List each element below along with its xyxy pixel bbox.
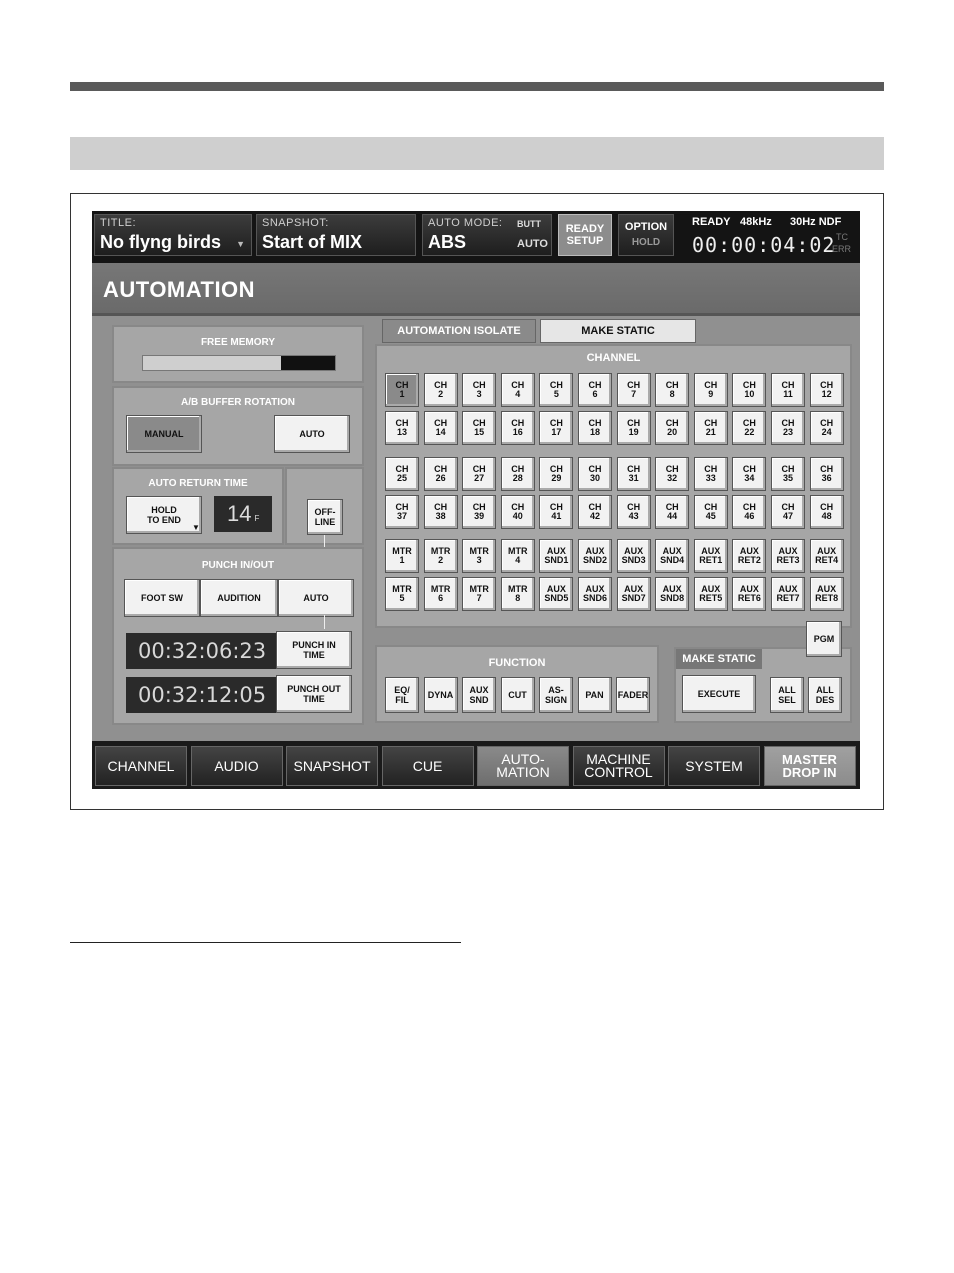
channel-button[interactable]: AUX RET2 [732,539,766,573]
channel-button[interactable]: AUX RET5 [694,577,728,611]
tab-automation-isolate[interactable]: AUTOMATION ISOLATE [382,319,536,343]
channel-button[interactable]: MTR 3 [462,539,496,573]
current-timecode: 00:00:04:02 [692,233,836,257]
page-header-rule [70,82,884,91]
pgm-button[interactable]: PGM [806,621,842,657]
option-label: OPTION [624,221,668,233]
channel-button[interactable]: CH 1 [385,373,419,407]
punch-panel [112,547,364,725]
punch-label: PUNCH IN/OUT [201,560,275,571]
return-frames-display [214,496,272,532]
channel-button[interactable]: MTR 2 [424,539,458,573]
channel-button[interactable]: CH 40 [501,495,535,529]
channel-button[interactable]: CH 46 [732,495,766,529]
auto-mode-value: ABS [428,232,467,252]
option-hold-value: HOLD [631,237,661,248]
title-label: TITLE: [100,217,137,229]
channel-button[interactable]: CH 17 [539,411,573,445]
channel-button[interactable]: CH 20 [655,411,689,445]
make-static-label: MAKE STATIC [676,649,762,669]
buffer-auto-button[interactable]: AUTO [274,415,350,453]
punch-out-timecode: 00:32:12:05 [126,677,276,713]
tab-system[interactable]: SYSTEM [668,746,760,786]
channel-button[interactable]: CH 41 [539,495,573,529]
channel-button[interactable]: AUX RET1 [694,539,728,573]
tab-audio[interactable]: AUDIO [191,746,283,786]
snapshot-label: SNAPSHOT: [262,217,329,229]
status-ready: READY [692,216,731,228]
tab-make-static[interactable]: MAKE STATIC [540,319,696,343]
return-frames-value: 14 [227,501,252,526]
channel-button[interactable]: MTR 8 [501,577,535,611]
frame-rate: 30Hz NDF [790,216,842,228]
channel-button[interactable]: AUX SND7 [617,577,651,611]
punch-connector-line [324,615,325,629]
ready-setup-button[interactable] [558,214,612,256]
punch-auto-button[interactable]: AUTO [278,579,354,617]
channel-button[interactable]: CH 30 [578,457,612,491]
channel-button[interactable]: MTR 5 [385,577,419,611]
channel-button[interactable]: CH 43 [617,495,651,529]
channel-button[interactable]: AUX SND6 [578,577,612,611]
channel-button[interactable]: CH 26 [424,457,458,491]
bottom-navigation-bar [92,741,860,789]
channel-button[interactable]: CH 44 [655,495,689,529]
ready-setup-line1: READY [565,223,605,235]
top-status-bar [92,211,860,263]
tab-channel[interactable]: CHANNEL [95,746,187,786]
channel-button[interactable]: CH 42 [578,495,612,529]
channel-button[interactable]: CH 39 [462,495,496,529]
channel-button[interactable]: CH 38 [424,495,458,529]
channel-button[interactable]: CH 13 [385,411,419,445]
function-button[interactable]: PAN [578,677,612,713]
channel-button[interactable]: CH 7 [617,373,651,407]
all-sel-button[interactable]: ALL SEL [770,677,804,713]
channel-button[interactable]: AUX SND2 [578,539,612,573]
hold-to-end-button[interactable]: HOLD TO END [126,496,202,534]
channel-button[interactable]: CH 32 [655,457,689,491]
function-button[interactable]: FADER [616,677,650,713]
channel-button[interactable]: CH 4 [501,373,535,407]
tab-snapshot[interactable]: SNAPSHOT [286,746,378,786]
channel-button[interactable]: CH 33 [694,457,728,491]
hold-dropdown-icon: ▼ [192,523,200,532]
auto-return-panel [112,467,284,545]
function-panel [375,645,659,723]
snapshot-value: Start of MIX [262,232,363,252]
function-button[interactable]: DYNA [424,677,458,713]
channel-button[interactable]: CH 15 [462,411,496,445]
auto-mode-auto: AUTO [517,238,548,250]
channel-button[interactable]: MTR 1 [385,539,419,573]
channel-button[interactable]: CH 8 [655,373,689,407]
channel-button[interactable]: CH 9 [694,373,728,407]
channel-button[interactable]: CH 19 [617,411,651,445]
channel-button[interactable]: AUX SND4 [655,539,689,573]
tab-master-drop-in[interactable]: MASTER DROP IN [764,746,856,786]
channel-button[interactable]: CH 48 [810,495,844,529]
tab-cue[interactable]: CUE [382,746,474,786]
tab-machine-control[interactable]: MACHINE CONTROL [573,746,665,786]
free-memory-bar [142,355,336,371]
title-selector[interactable] [94,214,252,256]
channel-button[interactable]: CH 45 [694,495,728,529]
offline-panel [285,467,364,545]
make-static-panel [674,647,852,723]
foot-sw-button[interactable]: FOOT SW [124,579,200,617]
title-value: No flyng birds [100,232,221,252]
punch-in-timecode: 00:32:06:23 [126,633,276,669]
channel-button[interactable]: CH 34 [732,457,766,491]
auto-return-label: AUTO RETURN TIME [148,478,248,489]
page-title-bar [92,263,860,316]
channel-button[interactable]: CH 14 [424,411,458,445]
title-dropdown-icon: ▼ [236,239,245,249]
tc-indicator: TC [836,232,848,242]
channel-button[interactable]: CH 6 [578,373,612,407]
channel-label: CHANNEL [586,352,641,364]
channel-button[interactable]: CH 27 [462,457,496,491]
channel-button[interactable]: CH 2 [424,373,458,407]
function-button[interactable]: EQ/ FIL [385,677,419,713]
channel-button[interactable]: CH 18 [578,411,612,445]
channel-button[interactable]: CH 47 [771,495,805,529]
channel-button[interactable]: MTR 4 [501,539,535,573]
free-memory-panel [112,325,364,383]
channel-button[interactable]: MTR 6 [424,577,458,611]
timecode-display [688,214,858,258]
channel-button[interactable]: AUX RET6 [732,577,766,611]
channel-button[interactable]: CH 24 [810,411,844,445]
channel-button[interactable]: CH 23 [771,411,805,445]
offline-button[interactable]: OFF- LINE [307,499,343,535]
channel-button[interactable]: CH 12 [810,373,844,407]
function-button[interactable]: AUX SND [462,677,496,713]
err-indicator: ERR [832,244,852,254]
channel-button[interactable]: CH 16 [501,411,535,445]
channel-button[interactable]: AUX SND5 [539,577,573,611]
channel-button[interactable]: CH 37 [385,495,419,529]
function-button[interactable]: AS- SIGN [539,677,573,713]
audition-button[interactable]: AUDITION [200,579,278,617]
channel-button[interactable]: AUX RET4 [810,539,844,573]
channel-button[interactable]: CH 11 [771,373,805,407]
buffer-rotation-panel [112,386,364,466]
channel-button[interactable]: CH 22 [732,411,766,445]
channel-button[interactable]: CH 36 [810,457,844,491]
channel-button[interactable]: CH 5 [539,373,573,407]
all-des-button[interactable]: ALL DES [808,677,842,713]
channel-button[interactable]: CH 29 [539,457,573,491]
channel-button[interactable]: AUX RET8 [810,577,844,611]
channel-button[interactable]: CH 21 [694,411,728,445]
option-hold-button[interactable] [618,214,674,256]
function-button[interactable]: CUT [501,677,535,713]
free-memory-label: FREE MEMORY [200,337,276,348]
manual-button[interactable]: MANUAL [126,415,202,453]
page-section-band [70,137,884,170]
channel-button[interactable]: CH 35 [771,457,805,491]
channel-button[interactable]: AUX RET3 [771,539,805,573]
function-label: FUNCTION [488,657,546,669]
auto-mode-indicator [422,214,552,256]
sample-rate: 48kHz [740,216,772,228]
channel-button[interactable]: CH 25 [385,457,419,491]
channel-button[interactable]: CH 10 [732,373,766,407]
footnote-rule [70,942,461,943]
free-memory-fill [281,356,335,370]
punch-in-time-button[interactable]: PUNCH IN TIME [276,631,352,669]
channel-button[interactable]: CH 28 [501,457,535,491]
auto-mode-label: AUTO MODE: [428,217,503,229]
auto-mode-butt: BUTT [517,219,541,229]
channel-button[interactable]: CH 3 [462,373,496,407]
channel-button[interactable]: AUX SND1 [539,539,573,573]
buffer-rotation-label: A/B BUFFER ROTATION [180,397,296,408]
punch-out-time-button[interactable]: PUNCH OUT TIME [276,675,352,713]
return-frames-unit: F [254,514,260,523]
page-title: AUTOMATION [103,277,256,302]
channel-button[interactable]: MTR 7 [462,577,496,611]
automation-screen [92,211,860,789]
snapshot-selector[interactable] [256,214,416,256]
channel-button[interactable]: AUX SND8 [655,577,689,611]
tab-automation[interactable]: AUTO- MATION [477,746,569,786]
channel-button[interactable]: CH 31 [617,457,651,491]
execute-button[interactable]: EXECUTE [682,675,756,713]
channel-button[interactable]: AUX SND3 [617,539,651,573]
channel-button[interactable]: AUX RET7 [771,577,805,611]
ready-setup-line2: SETUP [566,235,604,247]
